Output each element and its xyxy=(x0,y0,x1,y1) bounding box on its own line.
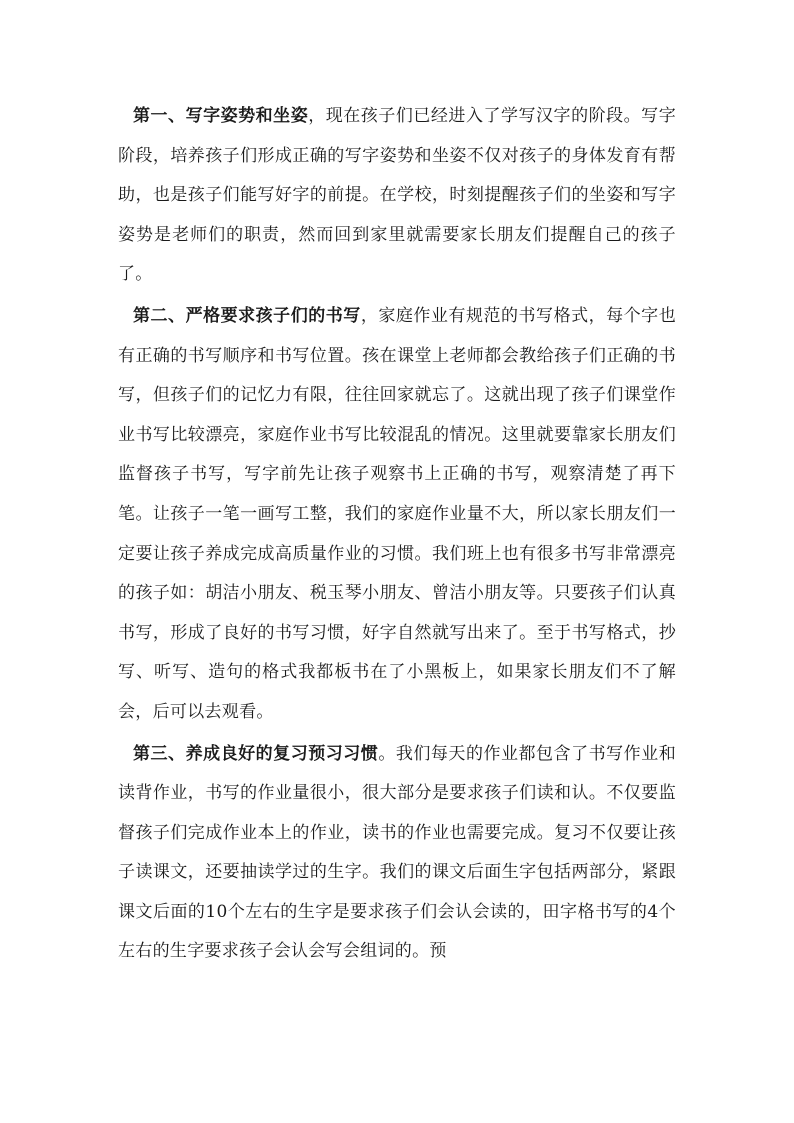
paragraph-heading: 第二、严格要求孩子们的书写 xyxy=(133,305,361,326)
document-page xyxy=(118,97,676,974)
paragraph-body: ，现在孩子们已经进入了学写汉字的阶段。写字阶段，培养孩子们形成正确的写字姿势和坐姿不仅对孩子的身体发育有帮助，也是孩子们能写好字的前提。在学校，时刻提醒孩子们的坐姿和写字姿势是老师们的职责，然而回到家里就需要家长朋友们提醒自己的孩子了。 xyxy=(118,106,676,285)
paragraph-review-habits xyxy=(118,735,676,973)
paragraph-body: ，家庭作业有规范的书写格式，每个字也有正确的书写顺序和书写位置。孩在课堂上老师都会教给孩子们正确的书写，但孩子们的记忆力有限，往往回家就忘了。这就出现了孩子们课堂作业书写比较漂亮，家庭作业书写比较混乱的情况。这里就要靠家长朋友们监督孩子书写，写字前先让孩子观察书上正确的书写，观察清楚了再下笔。让孩子一笔一画写工整，我们的家庭作业量不大，所以家长朋友们一定要让孩子养成完成高质量作业的习惯。我们班上也有很多书写非常漂亮的孩子如：胡洁小朋友、税玉琴小朋友、曾洁小朋友等。只要孩子们认真书写，形成了良好的书写习惯，好字自然就写出来了。至于书写格式，抄写、听写、造句的格式我都板书在了小黑板上，如果家长朋友们不了解会，后可以去观看。 xyxy=(118,305,677,722)
paragraph-handwriting xyxy=(118,297,676,733)
paragraph-posture xyxy=(118,97,676,295)
paragraph-heading: 第三、养成良好的复习预习习惯 xyxy=(133,743,379,764)
paragraph-heading: 第一、写字姿势和坐姿 xyxy=(133,106,309,126)
paragraph-body: 。我们每天的作业都包含了书写作业和读背作业，书写的作业量很小，很大部分是要求孩子们读和认。不仅要监督孩子们完成作业本上的作业，读书的作业也需要完成。复习不仅要让孩子读课文，还要抽读学过的生字。我们的课文后面生字包括两部分，紧跟课文后面的10个左右的生字是要求孩子们会认会读的，田字格书写的4个左右的生字要求孩子会认会写会组词的。预 xyxy=(118,743,676,962)
